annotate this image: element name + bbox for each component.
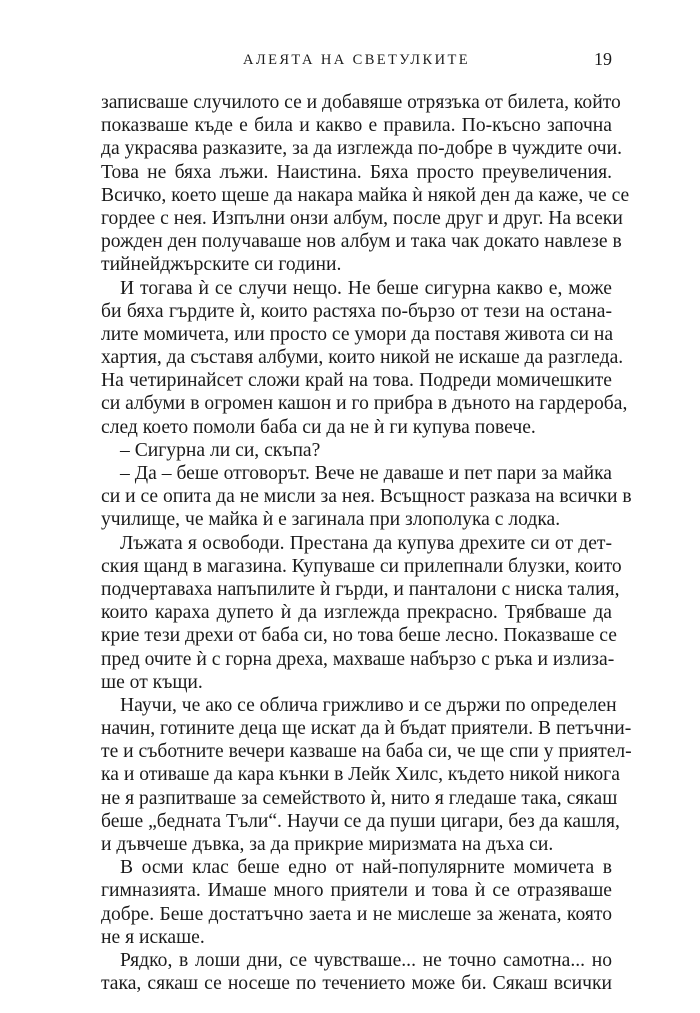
- text-line: Лъжата я освободи. Престана да купува дрехите си от дет-: [120, 532, 612, 554]
- text-line: и дъвчеше дъвка, за да прикрие миризмата на дъха си.: [101, 834, 554, 855]
- text-line: училище, че майка ѝ е загинала при злополука с лодка.: [101, 509, 561, 531]
- text-line: след което помоли баба си да не ѝ ги купува повече.: [101, 416, 536, 438]
- text-line: крие тези дрехи от баба си, но това беше лесно. Показваше се: [101, 625, 617, 647]
- text-line: рожден ден получаваше нов албум и така чак докато навлезе в: [101, 231, 622, 253]
- text-line: записваше случилото се и добавяше отрязъка от билета, който: [101, 92, 621, 113]
- text-line: начин, готините деца ще искат да ѝ бъдат приятели. В петъчни-: [101, 718, 632, 740]
- text-line: гимназията. Имаше много приятели и това ѝ се отразяваше: [101, 880, 612, 902]
- text-line: Това не бяха лъжи. Наистина. Бяха просто преувеличения.: [101, 161, 612, 183]
- text-line: подчертаваха напъпилите ѝ гърди, и панталони с ниска талия,: [101, 578, 620, 600]
- paragraph: [101, 462, 632, 532]
- paragraph: [101, 277, 628, 439]
- paragraph: [101, 532, 622, 694]
- text-line: Всичко, което щеше да накара майка ѝ някой ден да каже, че се: [101, 184, 630, 206]
- text-line: Научи, че ако се облича грижливо и се държи по определен: [120, 694, 617, 716]
- paragraph: [101, 694, 632, 856]
- text-line: си албуми в огромен кашон и го прибра в дъното на гардероба,: [101, 393, 628, 415]
- running-title: АЛЕЯТА НА СВЕТУЛКИТЕ: [242, 52, 470, 68]
- body-text: [101, 91, 632, 995]
- text-line: – Сигурна ли си, скъпа?: [120, 439, 321, 461]
- text-line: ше от къщи.: [101, 671, 203, 693]
- text-line: които караха дупето ѝ да изглежда прекрасно. Трябваше да: [101, 602, 612, 624]
- text-line: гордее с нея. Изпълни онзи албум, после друг и друг. На всеки: [101, 207, 623, 229]
- text-line: ка и отиваше да кара кънки в Лейк Хилс, където никой никога: [101, 764, 620, 786]
- text-line: хартия, да съставя албуми, които никой не искаше да разгледа.: [101, 347, 624, 369]
- text-line: – Да – беше отговорът. Вече не даваше и пет пари за майка: [120, 463, 612, 484]
- text-line: така, сякаш се носеше по течението може би. Сякаш всички: [101, 973, 612, 995]
- page-number: 19: [594, 49, 612, 69]
- text-line: си и се опита да не мисли за нея. Всъщност разказа на всички в: [101, 486, 632, 508]
- text-line: не я разпитваше за семейството ѝ, нито я гледаше така, сякаш: [101, 787, 618, 809]
- text-line: беше „бедната Тъли“. Научи се да пуши цигари, без да кашля,: [101, 810, 620, 832]
- text-line: да украсява разказите, за да изглежда по-добре в чуждите очи.: [101, 138, 623, 160]
- text-line: пред очите ѝ с горна дреха, махваше набързо с ръка и излиза-: [101, 648, 615, 670]
- text-line: добре. Беше достатъчно заета и не мислеше за жената, която: [101, 903, 612, 925]
- paragraph: [101, 949, 612, 995]
- text-line: лите момичета, или просто се умори да поставя живота си на: [101, 323, 614, 345]
- text-line: би бяха гърдите ѝ, които растяха по-бързо от тези на остана-: [101, 300, 612, 322]
- text-line: В осми клас беше едно от най-популярните момичета в: [120, 857, 612, 879]
- paragraph: [101, 91, 630, 277]
- text-line: На четиринайсет сложи край на това. Подреди момичешките: [101, 370, 612, 392]
- paragraph: [101, 856, 612, 949]
- page-header: [101, 49, 612, 76]
- text-line: показваше къде е била и какво е правила. По-късно започна: [101, 115, 612, 137]
- text-line: ския щанд в магазина. Купуваше си прилепнали блузки, които: [101, 555, 622, 577]
- text-line: Рядко, в лоши дни, се чувстваше... не точно самотна... но: [120, 949, 612, 971]
- text-line: те и съботните вечери казваше на баба си, че ще спи у приятел-: [101, 741, 632, 763]
- text-line: тийнейджърските си години.: [101, 254, 342, 276]
- text-line: не я искаше.: [101, 926, 205, 948]
- text-line: И тогава ѝ се случи нещо. Не беше сигурна какво е, може: [120, 277, 612, 299]
- paragraph: [101, 439, 612, 462]
